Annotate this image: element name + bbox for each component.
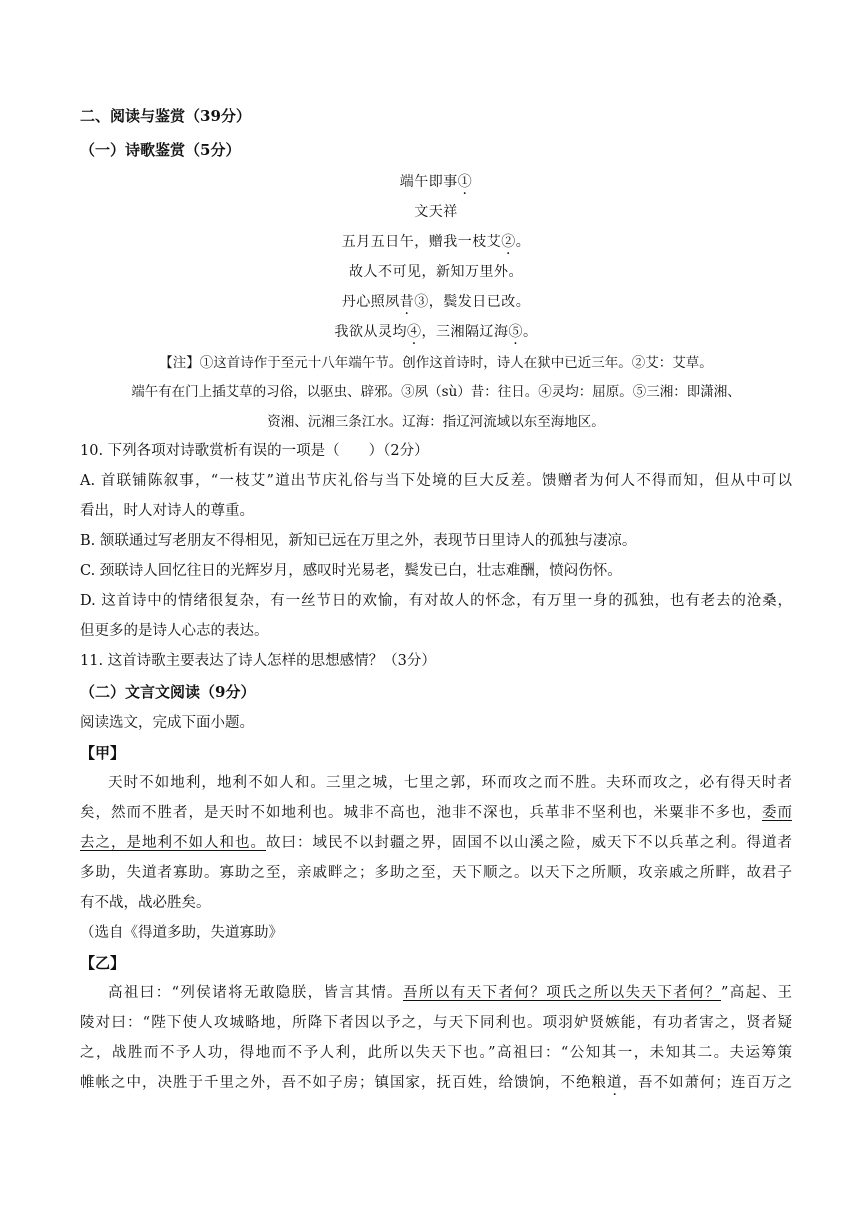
question-10-stem: 10. 下列各项对诗歌赏析有误的一项是（ ）（2分）	[80, 443, 429, 459]
passage-jia-line-4: 多助，失道者寡助。寡助之至，亲戚畔之；多助之至，天下顺之。以天下之所顺，攻亲戚之所畔，故君子	[80, 865, 792, 881]
footnote-mark: ① ·	[458, 174, 473, 190]
footnote-mark: ③	[414, 294, 429, 310]
footnote-mark: ⑤ ·	[509, 324, 524, 340]
option-d-line-2: 但更多的是诗人心志的表达。	[80, 623, 269, 639]
poem-line-1: 五月五日午，赠我一枝艾② ·。	[80, 232, 792, 252]
footnote-mark: ② ·	[501, 234, 516, 250]
underlined-text: 吾所以有天下者何？项氏之所以失天下者何？	[403, 985, 721, 1001]
passage-yi-label: 【乙】	[80, 954, 126, 972]
passage-yi-line-4: 帷帐之中，决胜于千里之外，吾不如子房；镇国家，抚百姓，给馈饷，不绝粮道，吾不如萧何；连百万之	[80, 1075, 792, 1091]
poem-note-3: 资湘、沅湘三条江水。辽海：指辽河流域以东至海地区。	[267, 414, 605, 430]
passage-source: （选自《得道多助，失道寡助》	[80, 925, 283, 941]
footnote-mark: ④ ·	[407, 324, 422, 340]
passage-jia-line-5: 有不战，战必胜矣。	[80, 895, 211, 911]
underlined-text: 委而	[762, 805, 792, 821]
poem-title: 端午即事① ·	[80, 172, 792, 192]
poem-author: 文天祥	[414, 204, 458, 220]
poem-line-2: 故人不可见，新知万里外。	[349, 264, 523, 280]
poem-note-1: 【注】①这首诗作于至元十八年端午节。创作这首诗时，诗人在狱中已近三年。②艾：艾草。	[159, 355, 713, 371]
underlined-text: 去之，是地利不如人和也。	[80, 835, 266, 851]
passage-yi-line-1: 高祖曰：“列侯诸将无敢隐朕，皆言其情。吾所以有天下者何？项氏之所以失天下者何？”高起、王	[108, 985, 792, 1001]
poem-line-4: 我欲从灵均④ ·，三湘隔辽海⑤ ·。	[80, 322, 792, 342]
passage-yi-line-3: 之，战胜而不予人功，得地而不予人利，此所以失天下也。”高祖曰：“公知其一，未知其二。夫运筹策	[80, 1045, 792, 1061]
passage-jia-line-2: 矣，然而不胜者，是天时不如地利也。城非不高也，池非不深也，兵革非不坚利也，米粟非不多也，委而	[80, 805, 792, 821]
option-a-line-1: A. 首联铺陈叙事，“一枝艾”道出节庆礼俗与当下处境的巨大反差。馈赠者为何人不得而知，但从中可以	[80, 473, 792, 489]
poem-note-2: 端午有在门上插艾草的习俗，以驱虫、辟邪。③夙（sù）昔：往日。④灵均：屈原。⑤三湘：即潇湘、	[131, 384, 741, 400]
section-title: 二、阅读与鉴赏（39分）	[80, 107, 251, 125]
passage-jia-line-3: 去之，是地利不如人和也。故曰：域民不以封疆之界，固国不以山溪之险，威天下不以兵革之利。得道者	[80, 835, 792, 851]
poem-line-3: 丹心照夙昔③，鬓发日已改。	[341, 294, 531, 310]
option-d-line-1: D. 这首诗中的情绪很复杂，有一丝节日的欢愉，有对故人的怀念，有万里一身的孤独，也有老去的沧桑，	[80, 593, 792, 609]
passage-jia-label: 【甲】	[80, 744, 126, 762]
poetry-subtitle: （一）诗歌鉴赏（5分）	[80, 141, 241, 159]
option-c: C. 颈联诗人回忆往日的光辉岁月，感叹时光易老，鬓发已白，壮志难酬，愤闷伤怀。	[80, 563, 622, 579]
option-a-line-2: 看出，时人对诗人的尊重。	[80, 503, 254, 519]
classical-subtitle: （二）文言文阅读（9分）	[80, 683, 256, 701]
passage-yi-line-2: 陵对曰：“陛下使人攻城略地，所降下者因以予之，与天下同利也。项羽妒贤嫉能，有功者害之，贤者疑	[80, 1015, 792, 1031]
passage-jia-line-1: 天时不如地利，地利不如人和。三里之城，七里之郭，环而攻之而不胜。夫环而攻之，必有得天时者	[108, 775, 792, 791]
option-b: B. 颔联通过写老朋友不得相见，新知已远在万里之外，表现节日里诗人的孤独与凄凉。	[80, 533, 637, 549]
reading-intro: 阅读选文，完成下面小题。	[80, 715, 254, 731]
question-11: 11. 这首诗歌主要表达了诗人怎样的思想感情？（3分）	[80, 653, 436, 669]
